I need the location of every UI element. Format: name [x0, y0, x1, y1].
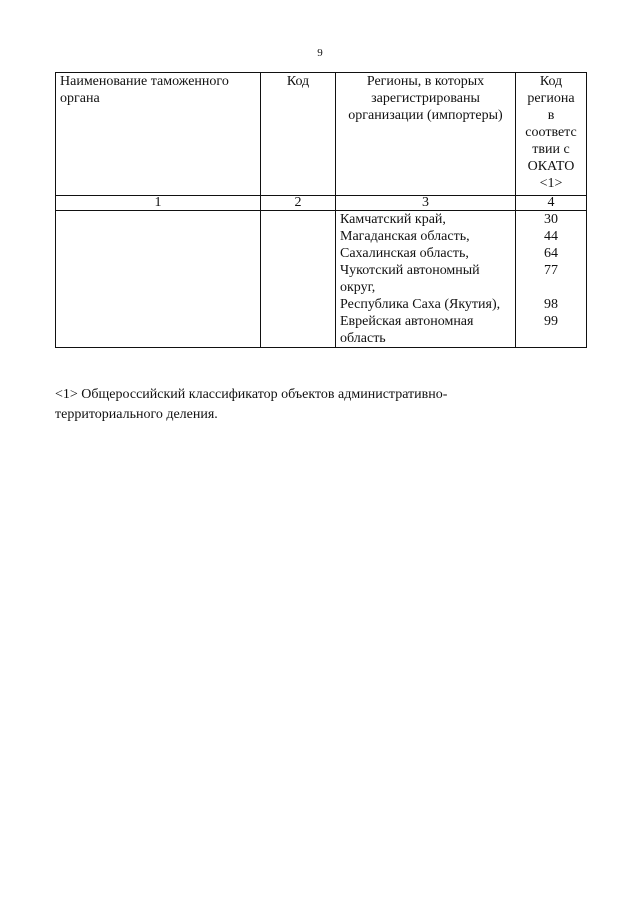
column-number: 2: [261, 196, 336, 211]
customs-regions-table: [55, 72, 587, 348]
region-line: область: [340, 331, 386, 346]
region-line: Магаданская область,: [340, 229, 470, 244]
region-line: округ,: [340, 280, 376, 295]
header-code: Код: [261, 73, 336, 196]
okato-codes-cell: [516, 211, 587, 348]
header-okato-line: Код: [539, 74, 563, 89]
regions-cell: [336, 211, 516, 348]
header-regions-line: зарегистрированы: [371, 91, 480, 106]
region-line: Сахалинская область,: [340, 246, 469, 261]
column-number: 3: [336, 196, 516, 211]
column-number-row: [56, 196, 587, 211]
region-line: Камчатский край,: [340, 212, 446, 227]
header-regions-line: Регионы, в которых: [366, 74, 485, 89]
customs-body-cell: [56, 211, 261, 348]
footnote-line: территориального деления.: [55, 407, 218, 422]
column-number: 1: [56, 196, 261, 211]
okato-code: 98: [544, 297, 558, 312]
header-regions-line: организации (импортеры): [348, 108, 503, 123]
okato-code: 44: [544, 229, 558, 244]
region-line: Республика Саха (Якутия),: [340, 297, 501, 312]
page-number: 9: [317, 47, 323, 59]
okato-code: 30: [544, 212, 558, 227]
header-customs-body: [56, 73, 261, 196]
code-cell: [261, 211, 336, 348]
header-okato-code: [516, 73, 587, 196]
table-header-row: [56, 73, 587, 196]
region-line: Чукотский автономный: [340, 263, 480, 278]
okato-code: 99: [544, 314, 558, 329]
header-customs-body-line: органа: [60, 91, 100, 106]
okato-code-spacer: [520, 330, 582, 347]
footnote: [55, 385, 595, 425]
header-okato-line: ОКАТО: [527, 159, 575, 174]
header-okato-line: твии с: [532, 142, 570, 157]
table-row: [56, 211, 587, 348]
region-line: Еврейская автономная: [340, 314, 474, 329]
header-regions: [336, 73, 516, 196]
header-okato-line: соответс: [525, 125, 577, 140]
footnote-line: <1> Общероссийский классификатор объектов административно-: [55, 387, 448, 402]
header-okato-line: в: [547, 108, 555, 123]
okato-code: 77: [544, 263, 558, 278]
header-okato-line: региона: [527, 91, 575, 106]
okato-code-spacer: [520, 279, 582, 296]
header-okato-line: <1>: [539, 176, 563, 191]
okato-code: 64: [544, 246, 558, 261]
header-customs-body-line: Наименование таможенного: [60, 74, 229, 89]
column-number: 4: [516, 196, 587, 211]
